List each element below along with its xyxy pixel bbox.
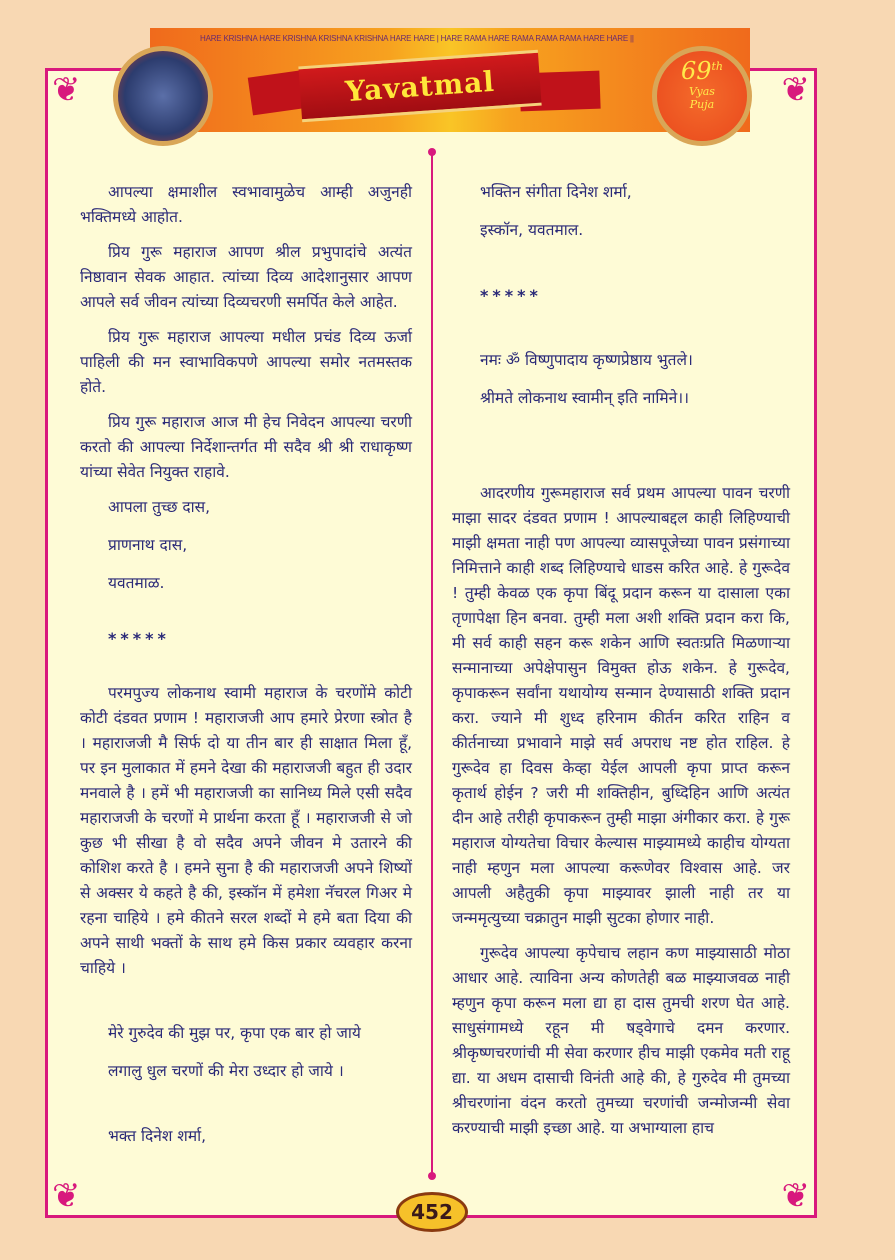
text-line: लगालु धुल चरणों की मेरा उध्दार हो जाये ।	[108, 1062, 344, 1080]
paragraph: परमपुज्य लोकनाथ स्वामी महाराज के चरणोंमे कोटी कोटी दंडवत प्रणाम ! महाराजजी आप हमारे प्रेरणा स्त्रोत है । महाराजजी मै सिर्फ दो या तीन बार ही साक्षात मिला हूँ, पर इन मुलाकात में हमने देखा की महाराजजी बहुत ही उदार मनवाले है । हमें भी महाराजजी का सानिध्य मिले एसी सदैव महाराजजी के चरणों मे प्रार्थना करता हूँ । महाराजजी से जो कुछ भी सीखा है वो सदैव अपने जीवन मे उतारने की कोशिश करते है । हमने सुना है की महाराजजी अपने शिष्यों से अक्सर ये कहते है की, इस्कॉन में हमेशा नॅचरल गिअर मे रहना चाहिये । हमे कीतने सरल शब्दों मे हमे बता दिया की अपने साथी भक्तों के साथ हमे किस प्रकार व्यवहार करना चाहिये ।	[80, 684, 412, 977]
text-line: मेरे गुरुदेव की मुझ पर, कृपा एक बार हो जाये	[108, 1024, 361, 1042]
text-line: भक्त दिनेश शर्मा,	[108, 1127, 207, 1145]
badge-suffix: th	[711, 60, 724, 73]
text-line: आपला तुच्छ दास,	[108, 498, 211, 516]
badge-line1: Vyas	[689, 85, 715, 98]
badge-line2: Puja	[689, 98, 715, 111]
text-line: इस्कॉन, यवतमाल.	[480, 221, 584, 239]
paragraph: प्रिय गुरू महाराज आज मी हेच निवेदन आपल्या चरणी करतो की आपल्या निर्देशान्तर्गत मी सदैव श्री श्री राधाकृष्ण यांच्या सेवेत नियुक्त राहावे.	[80, 413, 412, 481]
paragraph: प्रिय गुरू महाराज आपण श्रील प्रभुपादांचे अत्यंत निष्ठावान सेवक आहात. त्यांच्या दिव्य आदेशानुसार आपण आपले सर्व जीवन त्यांच्या दिव्यचरणी समर्पित केले आहेत.	[80, 243, 412, 311]
divider-dot	[428, 148, 436, 156]
mantra-text: HARE KRISHNA HARE KRISHNA KRISHNA KRISHNA HARE HARE | HARE RAMA HARE RAMA RAMA RAMA HARE HARE ||	[200, 34, 634, 43]
page-title: Yavatmal	[344, 64, 496, 108]
badge-number: 69	[680, 57, 712, 85]
left-column	[80, 180, 412, 1162]
section-separator: *****	[108, 629, 170, 648]
text-line: यवतमाळ.	[108, 574, 165, 592]
paragraph: प्रिय गुरू महाराज आपल्या मधील प्रचंड दिव्य ऊर्जा पाहिली की मन स्वाभाविकपणे आपल्या समोर नतमस्तक होते.	[80, 328, 412, 396]
divider-dot	[428, 1172, 436, 1180]
deity-image	[113, 46, 213, 146]
corner-ornament-icon: ❦	[52, 1176, 81, 1216]
corner-ornament-icon: ❦	[781, 70, 810, 110]
corner-ornament-icon: ❦	[781, 1176, 810, 1216]
paragraph: आदरणीय गुरूमहाराज सर्व प्रथम आपल्या पावन चरणी माझा सादर दंडवत प्रणाम ! आपल्याबद्दल काही लिहिण्याची माझी क्षमता नाही पण आपल्या व्यासपूजेच्या पावन प्रसंगाच्या निमित्ताने काही शब्द लिहिण्याचे धाडस करित आहे. हे गुरूदेव ! तुम्ही केवळ एक कृपा बिंदू प्रदान करून या दासाला एका तृणापेक्षा हिन बनवा. तुम्ही मला अशी शक्ति प्रदान करा कि, मी सर्व काही सहन करू शकेन आणि स्वतःप्रति मिळणाऱ्या सन्मानाच्या अपेक्षेपासुन विमुक्त होऊ शकेन. हे गुरूदेव, कृपाकरून सर्वांना यथायोग्य सन्मान देण्यासाठी शक्ति प्रदान करा. ज्याने मी शुध्द हरिनाम कीर्तन करित राहिन व कीर्तनाच्या प्रभावाने माझे सर्व अपराध नष्ट होत राहिल. हे गुरूदेव हा दिवस केव्हा येईल आपली कृपा प्राप्त करून कृतार्थ होईन ? जरी मी शक्तिहीन, बुध्दिहिन आणि अत्यंत दीन आहे तरीही कृपाकरून तुम्ही माझा अंगीकार करा. हे गुरू महाराज योग्यतेचा विचार केल्यास माझ्यामध्ये काहीच योग्यता नाही म्हणुन मला आपल्या करूणेवर विश्वास आहे. जर आपली अहैतुकी कृपा माझ्यावर झाली नाही तर या जन्ममृत्युच्या चक्रातुन माझी सुटका होणार नाही.	[452, 484, 790, 927]
text-line: भक्तिन संगीता दिनेश शर्मा,	[480, 183, 632, 201]
column-divider	[431, 152, 433, 1177]
corner-ornament-icon: ❦	[52, 70, 81, 110]
text-line: प्राणनाथ दास,	[108, 536, 188, 554]
right-column	[452, 180, 790, 1151]
vyas-puja-badge	[652, 46, 752, 146]
paragraph: गुरूदेव आपल्या कृपेचाच लहान कण माझ्यासाठी मोठा आधार आहे. त्याविना अन्य कोणतेही बळ माझ्याजवळ नाही म्हणुन कृपा करून मला द्या हा दास तुमची शरण घेत आहे. साधुसंगामध्ये रहून मी षड्वेगाचे दमन करणार. श्रीकृष्णचरणांची मी सेवा करणार हीच माझी एकमेव मती राहू द्या. या अधम दासाची विनंती आहे की, हे गुरुदेव मी तुमच्या श्रीचरणांना वंदन करतो तुमच्या चरणांची जन्मोजन्मी सेवा करण्याची माझी इच्छा आहे. या अभाग्याला हाच	[452, 944, 790, 1137]
page-number: 452	[396, 1192, 468, 1232]
paragraph: आपल्या क्षमाशील स्वभावामुळेच आम्ही अजुनही भक्तिमध्ये आहोत.	[80, 183, 412, 226]
text-line: श्रीमते लोकनाथ स्वामीन् इति नामिने।।	[480, 389, 690, 407]
section-separator: *****	[480, 286, 542, 305]
text-line: नमः ॐ विष्णुपादाय कृष्णप्रेष्ठाय भुतले।	[480, 351, 693, 369]
